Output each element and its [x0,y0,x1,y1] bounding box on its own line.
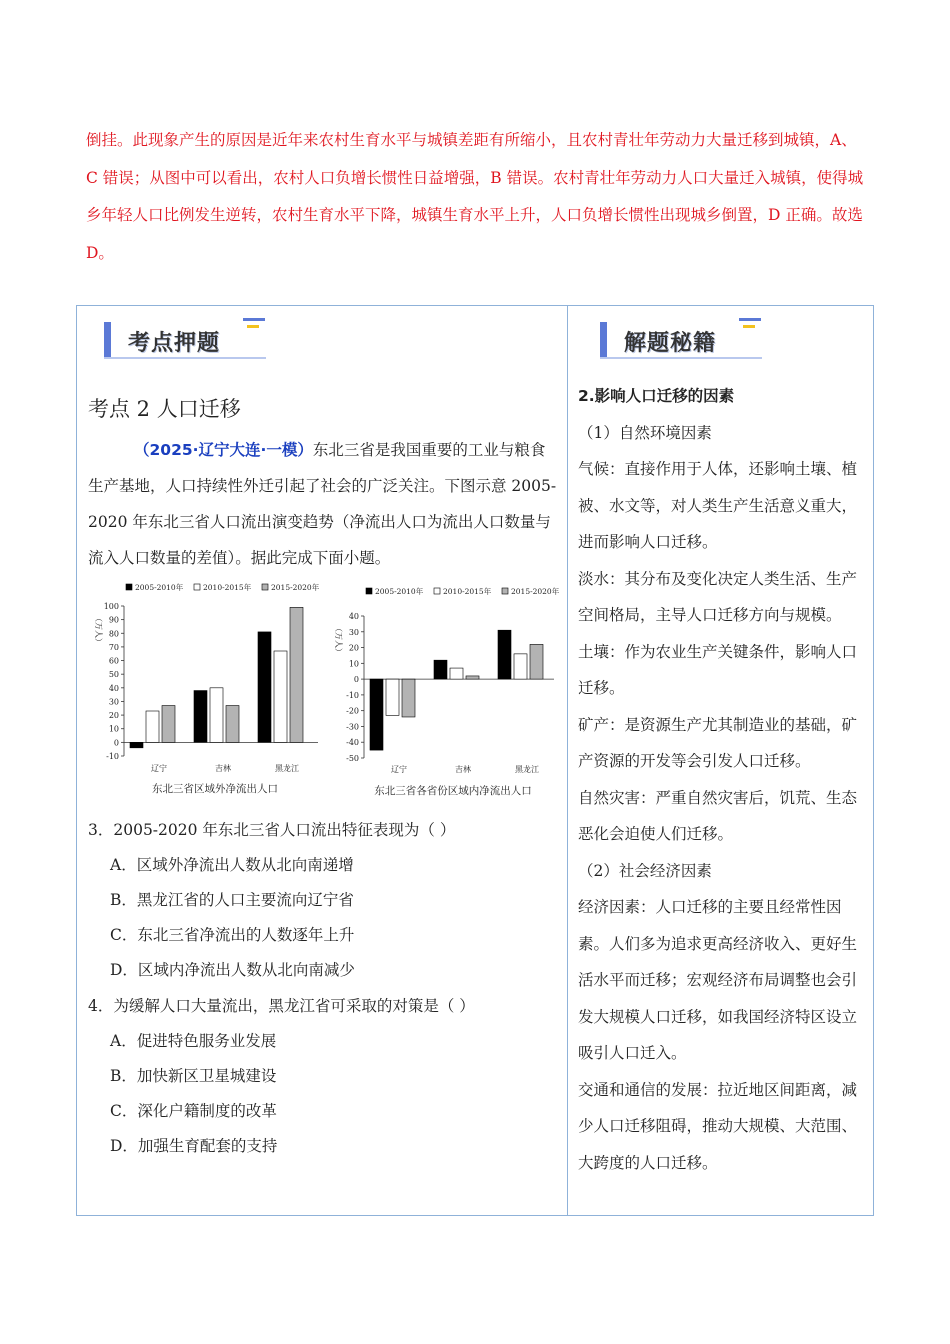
legend-swatch [366,588,372,594]
tips-paragraph: 土壤：作为农业生产关键条件，影响人口迁移。 [578,642,858,697]
right-banner-title: 解题秘籍 [624,331,717,356]
y-tick-label: 60 [108,656,119,666]
left-banner [104,318,274,362]
y-tick-label: 50 [108,670,119,680]
bar [162,706,175,743]
right-banner [600,318,770,362]
legend-label: 2015-2020年 [511,587,560,596]
legend-swatch [126,584,132,590]
question-4-option-a: A．促进特色服务业发展 [110,1032,277,1050]
y-tick-label: 0 [353,675,359,685]
question-3-stem: 3．2005-2020 年东北三省人口流出特征表现为（ ） [88,821,456,839]
y-tick-label: 10 [108,724,119,734]
bar [434,660,447,679]
section-title: 考点 2 人口迁移 [88,397,241,421]
category-label: 辽宁 [151,764,167,773]
bar [370,679,383,750]
left-banner-title: 考点押题 [128,331,221,356]
chart-outside-region [86,578,326,807]
bar [514,654,527,679]
legend-label: 2005-2010年 [375,587,424,596]
category-label: 黑龙江 [275,764,299,773]
bar [402,679,415,717]
legend-label: 2015-2020年 [271,583,320,592]
y-tick-label: 30 [348,627,359,637]
question-intro [88,432,558,576]
bar [130,742,143,747]
question-source: （2025·辽宁大连·一模） [134,441,313,459]
legend-swatch [194,584,200,590]
y-tick-label: 30 [108,697,119,707]
y-tick-label: 70 [108,642,119,652]
chart-within-region [326,580,561,807]
legend-swatch [262,584,268,590]
legend-swatch [434,588,440,594]
column-divider [567,306,568,1215]
tips-paragraph: （2）社会经济因素 [578,861,712,880]
y-tick-label: 20 [348,643,359,653]
y-tick-label: -30 [346,722,359,732]
question-4-option-d: D．加强生育配套的支持 [110,1137,278,1155]
tips-paragraph: 淡水：其分布及变化决定人类生活、生产空间格局，主导人口迁移方向与规模。 [578,569,858,624]
intro-text: 东北三省是我国重要的工业与粮食生产基地，人口持续性外迁引起了社会的广泛关注。下图示意 2005-2020 年东北三省人口流出演变趋势（净流出人口为流出人口数量与流入人口数量的差值）。据此完成下面小题。 [88,441,557,567]
category-label: 黑龙江 [515,765,539,774]
question-4-stem: 4．为缓解人口大量流出，黑龙江省可采取的对策是（ ） [88,997,475,1015]
bar [386,679,399,715]
chart-title: 东北三省区域外净流出人口 [152,783,278,795]
answer-explanation: 倒挂。此现象产生的原因是近年来农村生育水平与城镇差距有所缩小，且农村青壮年劳动力大量迁移到城镇，A、C 错误；从图中可以看出，农村人口负增长惯性日益增强，B 错误。农村青壮年劳动力人口大量迁入城镇，使得城乡年轻人口比例发生逆转，农村生育水平下降，城镇生育水平上升，人口负增长惯性出现城乡倒置，D 正确。故选 D。 [86,131,864,262]
tips-paragraph: （1）自然环境因素 [578,423,712,442]
bar [274,651,287,742]
y-tick-label: -10 [106,752,119,761]
legend-label: 2010-2015年 [203,583,252,592]
question-3-option-c: C．东北三省净流出的人数逐年上升 [110,926,355,944]
question-3-option-d: D．区域内净流出人数从北向南减少 [110,961,355,979]
tips-paragraph: 经济因素：人口迁移的主要且经常性因素。人们多为追求更高经济收入、更好生活水平而迁移；宏观经济布局调整也会引发大规模人口迁移，如我国经济特区设立吸引人口迁入。 [578,898,858,1062]
question-3-option-a: A．区域外净流出人数从北向南递增 [110,856,354,874]
legend-label: 2010-2015年 [443,587,492,596]
y-tick-label: 20 [108,711,119,721]
y-tick-label: -20 [346,706,359,716]
y-axis-label: （万人） [94,614,103,646]
bar [530,644,543,679]
bar [450,668,463,679]
bar [146,711,159,742]
bar [194,691,207,743]
chart-title: 东北三省各省份区域内净流出人口 [374,785,532,797]
y-tick-label: 0 [113,738,119,748]
tips-paragraph: 交通和通信的发展：拉近地区间距离，减少人口迁移阻碍，推动大规模、大范围、大跨度的人口迁移。 [578,1080,858,1172]
question-4-option-b: B．加快新区卫星城建设 [110,1067,277,1085]
tips-paragraph: 气候：直接作用于人体，还影响土壤、植被、水文等，对人类生产生活意义重大，进而影响人口迁移。 [578,460,858,551]
category-label: 辽宁 [391,765,407,774]
tips-column [578,378,863,1181]
y-tick-label: -50 [346,754,359,763]
bar [258,632,271,742]
y-tick-label: 10 [348,659,359,669]
question-4-option-c: C．深化户籍制度的改革 [110,1102,277,1120]
tips-heading: 2.影响人口迁移的因素 [578,387,735,405]
question-3-option-b: B．黑龙江省的人口主要流向辽宁省 [110,891,354,909]
legend-label: 2005-2010年 [135,583,184,592]
bar [498,630,511,679]
y-tick-label: 100 [103,602,119,611]
y-tick-label: -10 [346,690,359,700]
y-axis-label: （万人） [334,624,343,656]
y-tick-label: 80 [108,629,119,639]
y-tick-label: 40 [108,683,119,693]
bar [226,706,239,743]
y-tick-label: -40 [346,738,359,748]
tips-paragraph: 自然灾害：严重自然灾害后，饥荒、生态恶化会迫使人们迁移。 [578,788,858,843]
bar [290,607,303,742]
y-tick-label: 40 [348,612,359,621]
bar [466,676,479,679]
category-label: 吉林 [215,764,231,773]
tips-paragraph: 矿产：是资源生产尤其制造业的基础，矿产资源的开发等会引发人口迁移。 [578,715,858,770]
y-tick-label: 90 [108,615,119,625]
legend-swatch [502,588,508,594]
bar [210,688,223,743]
category-label: 吉林 [455,765,471,774]
